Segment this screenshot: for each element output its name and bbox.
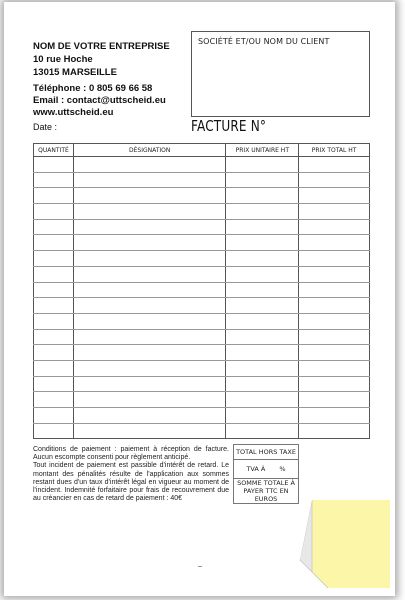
table-cell[interactable] <box>34 282 74 298</box>
company-block <box>33 40 170 79</box>
company-phone: Téléphone : 0 805 69 66 58 <box>33 83 153 94</box>
table-cell[interactable] <box>73 376 225 392</box>
table-cell[interactable] <box>226 282 299 298</box>
company-street: 10 rue Hoche <box>33 54 93 65</box>
table-cell[interactable] <box>299 172 370 188</box>
table-row[interactable] <box>34 251 370 267</box>
header-unit-price: PRIX UNITAIRE HT <box>226 144 299 157</box>
page-footer-mark <box>198 566 202 567</box>
table-cell[interactable] <box>299 235 370 251</box>
table-cell[interactable] <box>299 204 370 220</box>
table-cell[interactable] <box>299 282 370 298</box>
table-row[interactable] <box>34 423 370 439</box>
table-cell[interactable] <box>226 408 299 424</box>
tva-percent: % <box>279 465 286 473</box>
table-cell[interactable] <box>73 345 225 361</box>
table-cell[interactable] <box>299 376 370 392</box>
table-cell[interactable] <box>34 204 74 220</box>
header-designation: DÉSIGNATION <box>73 144 225 157</box>
table-cell[interactable] <box>226 251 299 267</box>
table-cell[interactable] <box>73 188 225 204</box>
table-cell[interactable] <box>34 329 74 345</box>
company-city: 13015 MARSEILLE <box>33 67 117 78</box>
table-cell[interactable] <box>73 329 225 345</box>
payment-conditions <box>33 446 229 503</box>
table-cell[interactable] <box>34 219 74 235</box>
table-cell[interactable] <box>299 408 370 424</box>
table-row[interactable] <box>34 345 370 361</box>
table-cell[interactable] <box>73 251 225 267</box>
table-cell[interactable] <box>299 392 370 408</box>
table-cell[interactable] <box>34 172 74 188</box>
table-cell[interactable] <box>34 408 74 424</box>
company-website: www.uttscheid.eu <box>33 107 114 118</box>
table-cell[interactable] <box>34 376 74 392</box>
table-cell[interactable] <box>226 376 299 392</box>
total-ht-label: TOTAL HORS TAXE <box>234 445 299 460</box>
carbon-copy-corner <box>298 498 392 590</box>
table-cell[interactable] <box>73 282 225 298</box>
table-cell[interactable] <box>73 266 225 282</box>
yellow-copy-page <box>312 500 390 588</box>
table-cell[interactable] <box>299 188 370 204</box>
table-cell[interactable] <box>226 157 299 173</box>
table-cell[interactable] <box>73 219 225 235</box>
table-cell[interactable] <box>299 219 370 235</box>
table-cell[interactable] <box>34 423 74 439</box>
table-cell[interactable] <box>299 266 370 282</box>
company-email: Email : contact@uttscheid.eu <box>33 95 166 106</box>
table-cell[interactable] <box>299 423 370 439</box>
table-cell[interactable] <box>299 298 370 314</box>
table-cell[interactable] <box>34 188 74 204</box>
table-cell[interactable] <box>299 251 370 267</box>
table-header-row <box>34 144 370 157</box>
header-total-price: PRIX TOTAL HT <box>299 144 370 157</box>
table-cell[interactable] <box>299 313 370 329</box>
table-row[interactable] <box>34 282 370 298</box>
contact-block <box>33 83 166 119</box>
table-cell[interactable] <box>299 345 370 361</box>
table-cell[interactable] <box>34 235 74 251</box>
table-row[interactable] <box>34 329 370 345</box>
table-cell[interactable] <box>34 392 74 408</box>
table-cell[interactable] <box>34 251 74 267</box>
header-quantity: QUANTITÉ <box>34 144 74 157</box>
table-row[interactable] <box>34 266 370 282</box>
table-cell[interactable] <box>226 266 299 282</box>
company-name: NOM DE VOTRE ENTREPRISE <box>33 41 170 52</box>
table-cell[interactable] <box>34 360 74 376</box>
ttc-label <box>234 479 299 504</box>
table-cell[interactable] <box>73 204 225 220</box>
table-row[interactable] <box>34 376 370 392</box>
table-cell[interactable] <box>34 266 74 282</box>
table-row[interactable] <box>34 313 370 329</box>
tva-cell <box>234 460 299 479</box>
table-row[interactable] <box>34 188 370 204</box>
table-row[interactable] <box>34 360 370 376</box>
table-row[interactable] <box>34 172 370 188</box>
table-cell[interactable] <box>226 329 299 345</box>
totals-table <box>233 444 299 504</box>
table-cell[interactable] <box>226 423 299 439</box>
table-row[interactable] <box>34 219 370 235</box>
table-cell[interactable] <box>73 360 225 376</box>
table-cell[interactable] <box>226 204 299 220</box>
table-cell[interactable] <box>73 157 225 173</box>
table-cell[interactable] <box>226 219 299 235</box>
table-cell[interactable] <box>226 172 299 188</box>
table-row[interactable] <box>34 204 370 220</box>
table-row[interactable] <box>34 157 370 173</box>
table-cell[interactable] <box>226 235 299 251</box>
table-cell[interactable] <box>73 392 225 408</box>
table-cell[interactable] <box>73 408 225 424</box>
table-row[interactable] <box>34 392 370 408</box>
table-cell[interactable] <box>73 172 225 188</box>
table-cell[interactable] <box>73 313 225 329</box>
table-row[interactable] <box>34 298 370 314</box>
table-cell[interactable] <box>34 313 74 329</box>
table-cell[interactable] <box>34 345 74 361</box>
table-cell[interactable] <box>226 298 299 314</box>
table-cell[interactable] <box>226 188 299 204</box>
table-cell[interactable] <box>73 235 225 251</box>
table-cell[interactable] <box>73 298 225 314</box>
conditions-paragraph-1: Conditions de paiement : paiement à réception de facture. Aucun escompte consenti pour règlement anticipé. <box>33 446 229 462</box>
date-label: Date : <box>33 122 58 132</box>
table-row[interactable] <box>34 408 370 424</box>
client-box[interactable] <box>191 31 370 117</box>
conditions-paragraph-2: Tout incident de paiement est passible d'intérêt de retard. Le montant des pénalités résulte de l'application aux sommes restant dues d'un taux d'intérêt légal en vigueur au moment de l'incident. Indemnité forfaitaire pour frais de recouvrement due au créancier en cas de retard de paiement : 40€ <box>33 462 229 503</box>
table-cell[interactable] <box>226 360 299 376</box>
tva-label: TVA À <box>246 465 266 473</box>
table-cell[interactable] <box>34 298 74 314</box>
invoice-lines-table <box>33 143 370 439</box>
ttc-label-line-1: SOMME TOTALE À <box>237 479 295 487</box>
table-cell[interactable] <box>226 345 299 361</box>
table-cell[interactable] <box>299 329 370 345</box>
client-box-label: SOCIÉTÉ ET/OU NOM DU CLIENT <box>198 37 330 46</box>
table-row[interactable] <box>34 235 370 251</box>
table-cell[interactable] <box>299 360 370 376</box>
invoice-title: FACTURE N° <box>191 117 267 135</box>
table-cell[interactable] <box>73 423 225 439</box>
table-cell[interactable] <box>226 392 299 408</box>
ttc-label-line-2: PAYER TTC EN EUROS <box>243 487 289 503</box>
table-cell[interactable] <box>299 157 370 173</box>
table-cell[interactable] <box>34 157 74 173</box>
table-cell[interactable] <box>226 313 299 329</box>
